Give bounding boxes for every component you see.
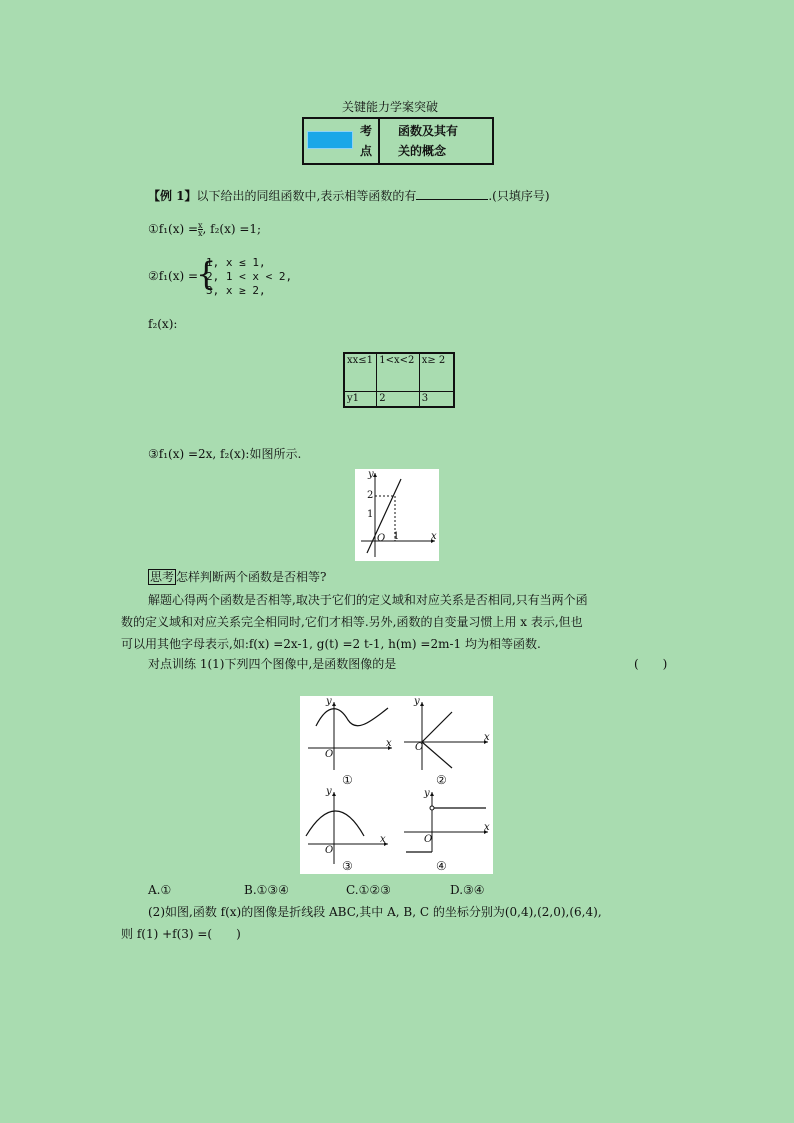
table-cell: x≥ 2 <box>419 353 454 391</box>
table-cell: xx≤1 <box>344 353 377 391</box>
table-cell: 1<x<2 <box>377 353 420 391</box>
example-1-text-after: .(只填序号) <box>488 189 550 203</box>
table-row-y <box>344 391 454 407</box>
table-cell: 2 <box>377 391 420 407</box>
option-a[interactable]: A.① <box>148 883 172 897</box>
option-d[interactable]: D.③④ <box>450 883 485 897</box>
figure-label-3: ③ <box>342 859 353 873</box>
value-table <box>343 352 455 408</box>
g3-origin: O <box>325 845 334 856</box>
answer-blank[interactable] <box>416 188 488 200</box>
fraction-denominator: x <box>198 229 203 238</box>
table-cell: y1 <box>344 391 377 407</box>
table-row-x <box>344 353 454 391</box>
graph-item-3 <box>355 469 439 561</box>
table-cell: 3 <box>419 391 454 407</box>
tick-y-1: 1 <box>367 509 374 520</box>
topic-divider <box>378 119 380 163</box>
item-3: ③f₁(x) =2x, f₂(x):如图所示. <box>148 447 302 461</box>
think-line-2: 数的定义域和对应关系完全相同时,它们才相等.另外,函数的自变量习惯上用 x 表示,但也 <box>121 615 583 629</box>
item-1-prefix: ①f₁(x) = <box>148 222 199 236</box>
graph-origin: O <box>377 533 386 544</box>
topic-line-1: 函数及其有 <box>398 124 459 138</box>
g2-x-label: x <box>484 732 490 743</box>
graph-y-label: y <box>368 469 374 480</box>
think-tag: 思考 <box>150 570 175 584</box>
topic-tag-2: 点 <box>360 144 373 158</box>
case-1: 1, x ≤ 1, <box>206 256 266 269</box>
item-2-prefix: ②f₁(x) = <box>148 269 199 283</box>
item-1 <box>148 221 261 237</box>
g3-x-label: x <box>380 834 386 845</box>
g4-origin: O <box>424 834 433 845</box>
g1-x-label: x <box>386 738 392 749</box>
think-line-3: 可以用其他字母表示,如:f(x) =2x-1, g(t) =2 t-1, h(m) =2m-1 均为相等函数. <box>121 637 541 651</box>
topic-header-box <box>302 117 494 165</box>
answer-paren[interactable]: ( ) <box>634 657 668 671</box>
think-line-1: 解题心得两个函数是否相等,取决于它们的定义域和对应关系是否相同,只有当两个函 <box>148 593 588 607</box>
section-title: 关键能力学案突破 <box>342 100 439 114</box>
tick-x-1: 1 <box>393 531 400 542</box>
case-2: 2, 1 < x < 2, <box>206 270 293 283</box>
example-1-label: 【例 1】 <box>148 189 197 203</box>
graph-x-label: x <box>431 531 437 542</box>
g3-arc <box>306 811 364 836</box>
g1-origin: O <box>325 749 334 760</box>
topic-accent-block <box>307 131 353 149</box>
example-1-question <box>148 188 550 204</box>
think-question <box>148 569 326 585</box>
g4-open-point <box>430 806 434 810</box>
g4-x-label: x <box>484 822 490 833</box>
figure-label-2: ② <box>436 773 447 787</box>
question-2-line-2: 则 f(1) +f(3) =( ) <box>121 927 241 941</box>
training-question: 对点训练 1(1)下列四个图像中,是函数图像的是 <box>148 657 397 671</box>
four-graphs-figure <box>300 696 493 874</box>
item-1-suffix: , f₂(x) =1; <box>202 222 262 236</box>
g2-origin: O <box>415 742 424 753</box>
option-b[interactable]: B.①③④ <box>244 883 289 897</box>
question-2-line-1: (2)如图,函数 f(x)的图像是折线段 ABC,其中 A, B, C 的坐标分别为(0,4),(2,0),(6,4), <box>148 905 602 919</box>
option-c[interactable]: C.①②③ <box>346 883 391 897</box>
piecewise-brace: { <box>196 255 217 293</box>
topic-tag-1: 考 <box>360 124 373 138</box>
tick-y-2: 2 <box>367 490 374 501</box>
g1-y-label: y <box>326 696 332 707</box>
g1-curve <box>316 708 388 726</box>
g2-ray-down <box>422 742 452 768</box>
g2-y-label: y <box>414 696 420 707</box>
figure-label-1: ① <box>342 773 353 787</box>
g2-ray-up <box>422 712 452 742</box>
fraction-numerator: x <box>198 221 203 230</box>
topic-line-2: 关的概念 <box>398 144 447 158</box>
figure-label-4: ④ <box>436 859 447 873</box>
case-3: 3, x ≥ 2, <box>206 284 266 297</box>
item-2-f2-label: f₂(x): <box>148 317 178 331</box>
think-text: 怎样判断两个函数是否相等? <box>176 570 327 584</box>
g4-y-label: y <box>424 788 430 799</box>
piecewise-cases <box>206 256 292 298</box>
example-1-text: 以下给出的同组函数中,表示相等函数的有 <box>196 189 417 203</box>
g3-y-label: y <box>326 786 332 797</box>
